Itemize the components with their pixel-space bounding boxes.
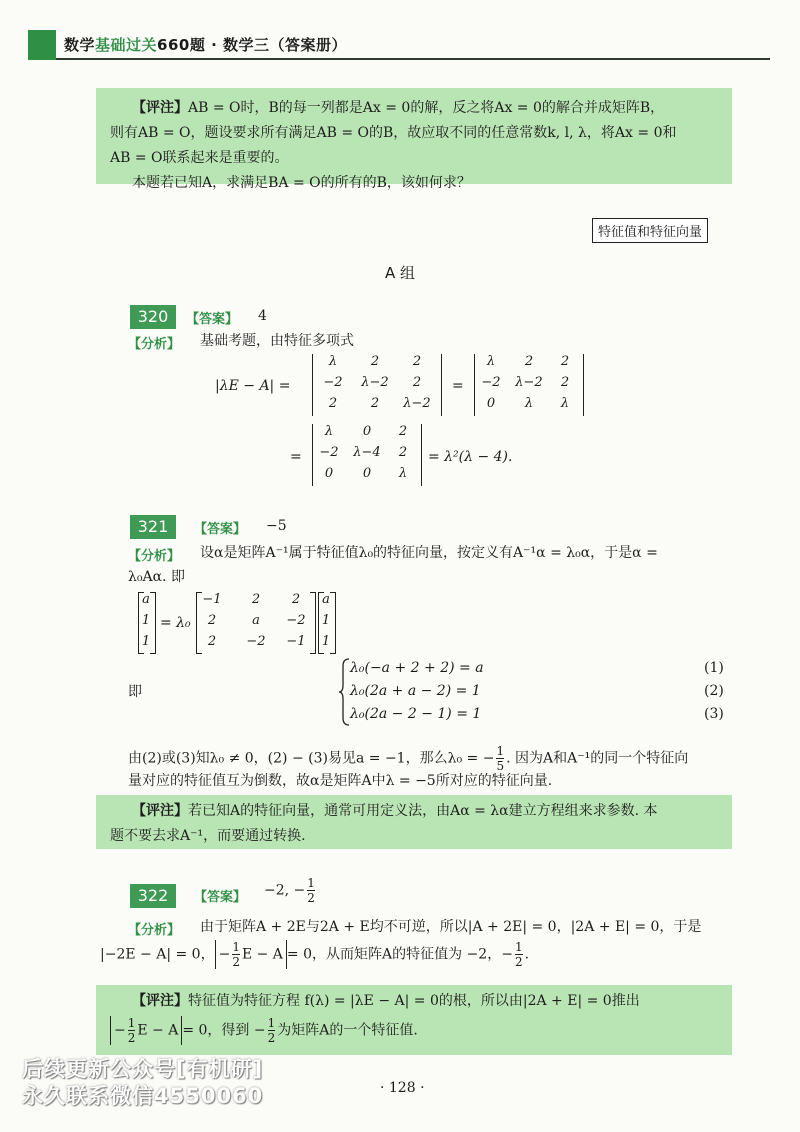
det-cell: 0	[324, 466, 334, 481]
matrix-cell: 2	[291, 592, 301, 607]
equals-sign: =	[452, 378, 464, 394]
system-eq-3: λ₀(2a − 2 − 1) = 1	[350, 706, 482, 722]
header-title: 数学基础过关660题 · 数学三（答案册）	[64, 36, 347, 54]
analysis-label: 【分析】	[128, 549, 181, 564]
det-cell: 2	[412, 354, 422, 369]
conclusion-line-2: 量对应的特征值互为倒数，故α是矩阵A中λ = −5所对应的特征向量.	[128, 773, 553, 789]
vector-cell: 1	[141, 613, 151, 628]
det-cell: λ	[398, 466, 408, 481]
system-eq-1: λ₀(−a + 2 + 2) = a	[350, 660, 484, 676]
det-cell: λ	[560, 396, 570, 411]
det-cell: 0	[486, 396, 496, 411]
group-title: A 组	[384, 264, 416, 282]
answer-value: −2, − $\frac{1}{2}$	[264, 876, 315, 905]
vector-cell: a	[142, 592, 150, 607]
matrix-cell: a	[252, 613, 260, 628]
vector-cell: 1	[321, 634, 331, 649]
matrix-cell: −1	[202, 592, 222, 607]
matrix-cell: 2	[251, 592, 261, 607]
determinant-1	[312, 354, 442, 416]
det-cell: 2	[370, 354, 380, 369]
det-cell: λ−2	[403, 396, 431, 411]
analysis-line-2: λ₀Aα. 即	[128, 569, 185, 585]
header-rule	[56, 58, 770, 60]
matrix-cell: 2	[207, 613, 217, 628]
analysis-label: 【分析】	[128, 923, 181, 938]
question-number-321: 321	[130, 515, 176, 539]
vector-cell: 1	[321, 613, 331, 628]
eq-number: (2)	[704, 683, 724, 699]
eq-number: (1)	[704, 660, 724, 676]
answer-value: −5	[266, 518, 287, 534]
det-cell: 2	[412, 375, 422, 390]
vector-cell: 1	[141, 634, 151, 649]
matrix-cell: −2	[246, 634, 266, 649]
det-lhs: |λE − A| =	[215, 378, 291, 394]
answer-label: 【答案】	[194, 890, 247, 905]
det-cell: −2	[323, 375, 343, 390]
det-cell: λ−2	[515, 375, 543, 390]
page-number: · 128 ·	[380, 1080, 425, 1096]
det-cell: λ	[524, 396, 534, 411]
conclusion-line-1: 由(2)或(3)知λ₀ ≠ 0，(2) − (3)易见a = −1，那么λ₀ = − $\frac{1}{5}$ . 因为A和A⁻¹的同一个特征向	[128, 744, 689, 773]
note-box-321: 【评注】若已知A的特征向量，通常可用定义法，由Aα = λα建立方程组来求参数. 本 题不要去求A⁻¹，而要通过转换.	[96, 795, 732, 849]
system-eq-2: λ₀(2a + a − 2) = 1	[350, 683, 481, 699]
det-cell: 0	[362, 424, 372, 439]
det-cell: −2	[319, 445, 339, 460]
matrix-cell: −1	[286, 634, 306, 649]
det-cell: λ−2	[361, 375, 389, 390]
matrix-cell: 2	[207, 634, 217, 649]
section-tag: 特征值和特征向量	[592, 218, 708, 243]
det-cell: 2	[524, 354, 534, 369]
watermark: 后续更新公众号[有机研] 永久联系微信4550060	[22, 1057, 264, 1108]
ji-label: 即	[128, 684, 142, 700]
system-brace	[338, 658, 350, 726]
vector-cell: a	[322, 592, 330, 607]
question-number-322: 322	[130, 884, 176, 908]
answer-label: 【答案】	[186, 312, 239, 327]
det-cell: λ	[328, 354, 338, 369]
det-cell: 2	[560, 354, 570, 369]
det-cell: λ−4	[353, 445, 381, 460]
det-cell: λ	[324, 424, 334, 439]
analysis-label: 【分析】	[128, 337, 181, 352]
analysis-line-1: 设α是矩阵A⁻¹属于特征值λ₀的特征向量，按定义有A⁻¹α = λ₀α，于是α =	[200, 545, 658, 561]
analysis-intro: 基础考题，由特征多项式	[200, 333, 354, 349]
determinant-3	[312, 424, 422, 486]
det-cell: λ	[486, 354, 496, 369]
bracket-right	[330, 592, 336, 654]
determinant-2	[474, 354, 584, 416]
det-cell: 0	[362, 466, 372, 481]
matrix-cell: −2	[286, 613, 306, 628]
det-cell: −2	[481, 375, 501, 390]
answer-label: 【答案】	[194, 522, 247, 537]
header-tab	[28, 30, 56, 60]
analysis-line-1: 由于矩阵A + 2E与2A + E均不可逆，所以|A + 2E| = 0，|2A + E| = 0，于是	[200, 919, 702, 935]
det-cell: 2	[398, 445, 408, 460]
note-box-322: 【评注】特征值为特征方程 f(λ) = |λE − A| = 0的根，所以由|2A + E| = 0推出 − $\frac{1}{2}$ E − A = 0，得到 − $\frac{1}{2}$ 为矩阵A的一个特征值.	[96, 985, 732, 1055]
det-cell: 2	[560, 375, 570, 390]
equals-sign: =	[290, 449, 302, 465]
bracket-right	[150, 592, 156, 654]
lambda0-eq: = λ₀	[160, 615, 191, 631]
analysis-line-2: |−2E − A| = 0， − $\frac{1}{2}$ E − A = 0，从而矩阵A的特征值为 −2，− $\frac{1}{2}$ .	[100, 940, 530, 969]
det-cell: 2	[328, 396, 338, 411]
question-number-320: 320	[130, 305, 176, 329]
eq-number: (3)	[704, 706, 724, 722]
note-box-top: 【评注】AB = O时，B的每一列都是Ax = 0的解，反之将Ax = 0的解合并成矩阵B， 则有AB = O，题设要求所有满足AB = O的B，故应取不同的任意常数k, l, λ，将Ax = 0和 AB = O联系起来是重要的。 本题若已知A，求满足BA = O的所有的B，该如何求？	[96, 88, 732, 184]
answer-value: 4	[258, 308, 267, 324]
det-cell: 2	[370, 396, 380, 411]
det-result: = λ²(λ − 4).	[428, 449, 513, 465]
det-cell: 2	[398, 424, 408, 439]
